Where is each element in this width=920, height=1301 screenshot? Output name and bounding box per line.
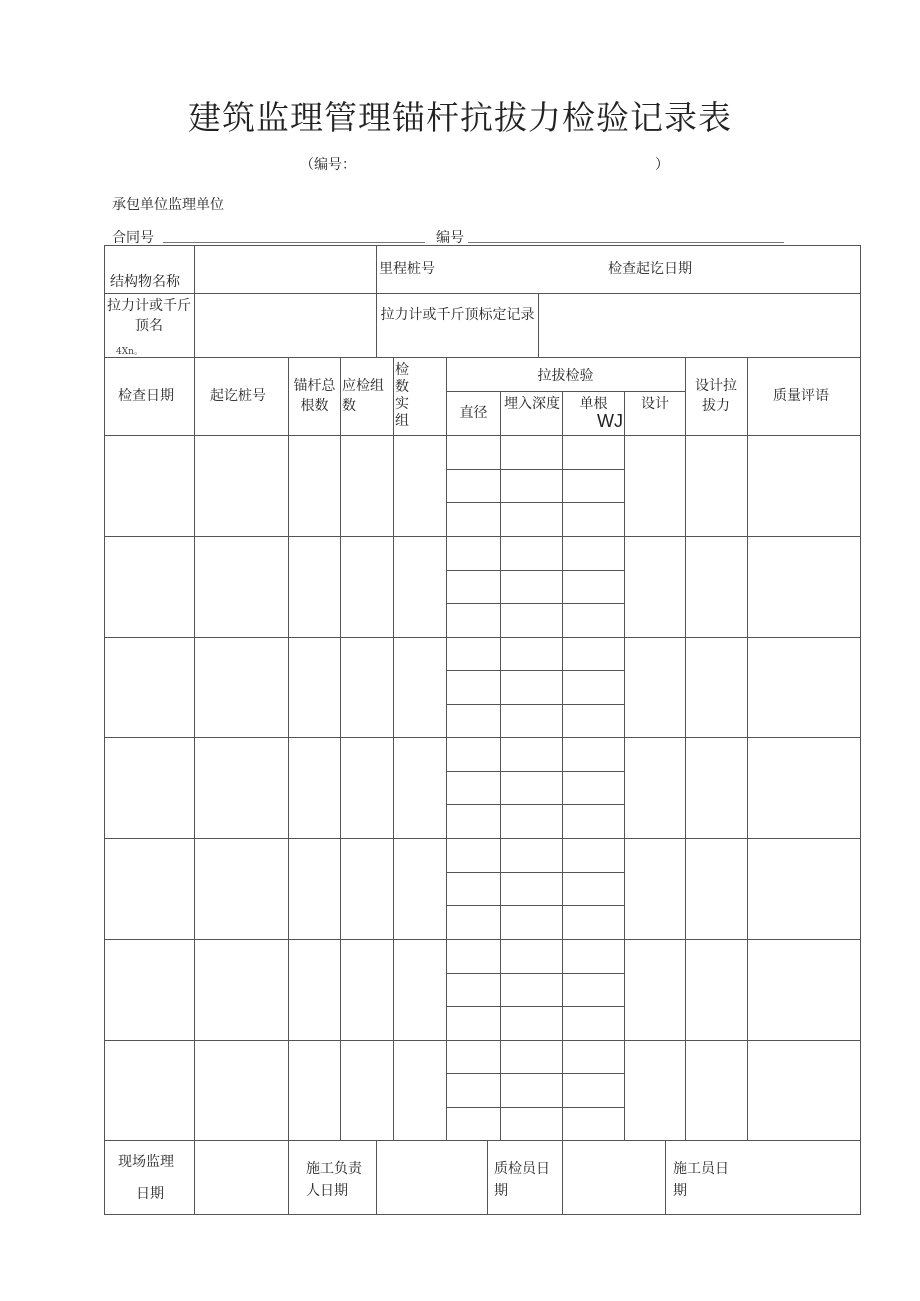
units-label: 承包单位监理单位: [112, 197, 224, 213]
doc-number-close: ）: [655, 157, 669, 173]
gauge-name-label: 拉力计或千斤顶名: [107, 298, 191, 334]
gauge-record-label: 拉力计或千斤顶标定记录: [380, 307, 535, 323]
header-single-root-mark: WJ: [597, 411, 623, 431]
header-diameter: 直径: [459, 405, 488, 421]
doc-number-label: （编号：: [300, 157, 356, 173]
chainage-label: 里程桩号: [379, 261, 435, 277]
footer-qc-inspector: 质检员日期: [494, 1161, 550, 1199]
header-check-date: 检查日期: [118, 388, 174, 404]
footer-constructor: 施工员日期: [673, 1161, 729, 1199]
header-pullout-test: 拉拔检验: [537, 368, 594, 384]
header-design-pullout: 设计拉拔力: [695, 378, 737, 414]
header-embed-depth: 埋入深度: [504, 396, 560, 412]
page-title: 建筑监理管理锚杆抗拔力检验记录表: [188, 98, 732, 137]
contract-label: 合同号: [112, 230, 154, 246]
structure-name-label: 结构物名称: [110, 274, 180, 290]
header-quality-comment: 质量评语: [773, 388, 829, 404]
header-design: 设计: [641, 396, 669, 412]
footer-construction-lead: 施工负责人日期: [306, 1161, 362, 1199]
footer-site-supervisor: 现场监理: [118, 1154, 174, 1170]
header-total-anchors: 锚杆总根数: [293, 378, 336, 414]
number-label: 编号: [436, 230, 464, 246]
gauge-name-fragment: 4Xn。: [116, 347, 143, 357]
header-single-root: 单根: [579, 396, 608, 412]
header-chainage-range: 起讫桩号: [210, 388, 266, 404]
structure-name-field[interactable]: [200, 250, 372, 290]
gauge-record-field[interactable]: [542, 298, 858, 353]
header-actual-groups: 检数实组: [395, 362, 409, 429]
header-required-groups: 应检组数: [342, 378, 384, 414]
footer-site-supervisor-date: 日期: [136, 1186, 164, 1202]
check-date-range-label: 检查起讫日期: [608, 261, 692, 277]
